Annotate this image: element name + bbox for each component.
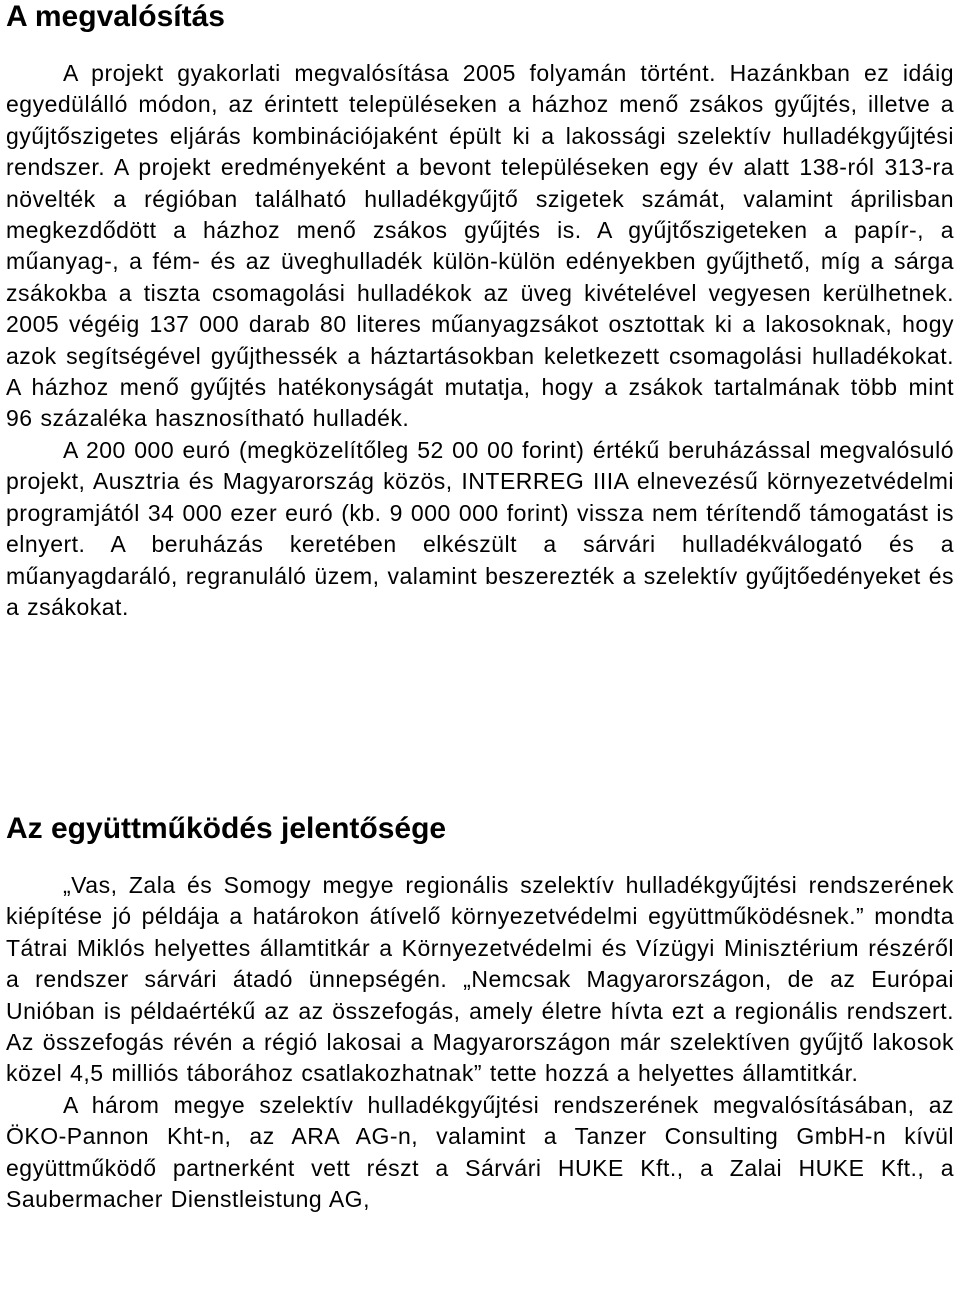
section-heading-megvalositas: A megvalósítás bbox=[6, 0, 225, 33]
paragraph: A három megye szelektív hulladékgyűjtési rendszerének megvalósításában, az ÖKO-Pannon Kht-n, az ARA AG-n, valamint a Tanzer Consulting GmbH-n kívül együttműködő partnerként vett részt a Sárvári HUKE Kft., a Zalai HUKE Kft., a Saubermacher Dienstleistung AG, bbox=[6, 1091, 954, 1213]
section-body-egyuttmukodes bbox=[6, 870, 954, 1215]
paragraph: A projekt gyakorlati megvalósítása 2005 folyamán történt. Hazánkban ez idáig egyedülálló módon, az érintett településeken a házhoz menő zsákos gyűjtés, illetve a gyűjtőszigetes eljárás kombinációjaként épült ki a lakossági szelektív hulladékgyűjtési rendszer. A projekt eredményeként a bevont településeken egy év alatt 138-ról 313-ra növelték a régióban található hulladékgyűjtő szigetek számát, valamint áprilisban megkezdődött a házhoz menő zsákos gyűjtés is. A gyűjtőszigeteken a papír-, a műanyag-, a fém- és az üveghulladék külön-külön edényekben gyűjthető, míg a sárga zsákokba a tiszta csomagolási hulladékok az üveg kivételével vegyesen kerülhetnek. 2005 végéig 137 000 darab 80 literes műanyagzsákot osztottak ki a lakosoknak, hogy azok segítségével gyűjthessék a háztartásokban keletkezett csomagolási hulladékokat. A házhoz menő gyűjtés hatékonyságát mutatja, hogy a zsákok tartalmának több mint 96 százaléka hasznosítható hulladék. bbox=[6, 60, 954, 432]
paragraph: „Vas, Zala és Somogy megye regionális szelektív hulladékgyűjtési rendszerének kiépítése jó példája a határokon átívelő környezetvédelmi együttműködésnek.” mondta Tátrai Miklós helyettes államtitkár a Környezetvédelmi és Vízügyi Minisztérium részéről a rendszer sárvári átadó ünnepségén. „Nemcsak Magyarországon, de az Európai Unióban is példaértékű az az összefogás, amely életre hívta ezt a regionális rendszert. Az összefogás révén a régió lakosai a Magyarországon már szelektíven gyűjtő lakosok közel 4,5 milliós táborához csatlakozhatnak” tette hozzá a helyettes államtitkár. bbox=[6, 872, 954, 1087]
section-body-megvalositas bbox=[6, 58, 954, 623]
section-heading-egyuttmukodes: Az együttműködés jelentősége bbox=[6, 812, 447, 845]
paragraph: A 200 000 euró (megközelítőleg 52 00 00 forint) értékű beruházással megvalósuló projekt, Ausztria és Magyarország közös, INTERREG IIIA elnevezésű környezetvédelmi programjától 34 000 ezer euró (kb. 9 000 000 forint) vissza nem térítendő támogatást is elnyert. A beruházás keretében elkészült a sárvári hulladékválogató és a műanyagdaráló, regranuláló üzem, valamint beszerezték a szelektív gyűjtőedényeket és a zsákokat. bbox=[6, 436, 954, 620]
